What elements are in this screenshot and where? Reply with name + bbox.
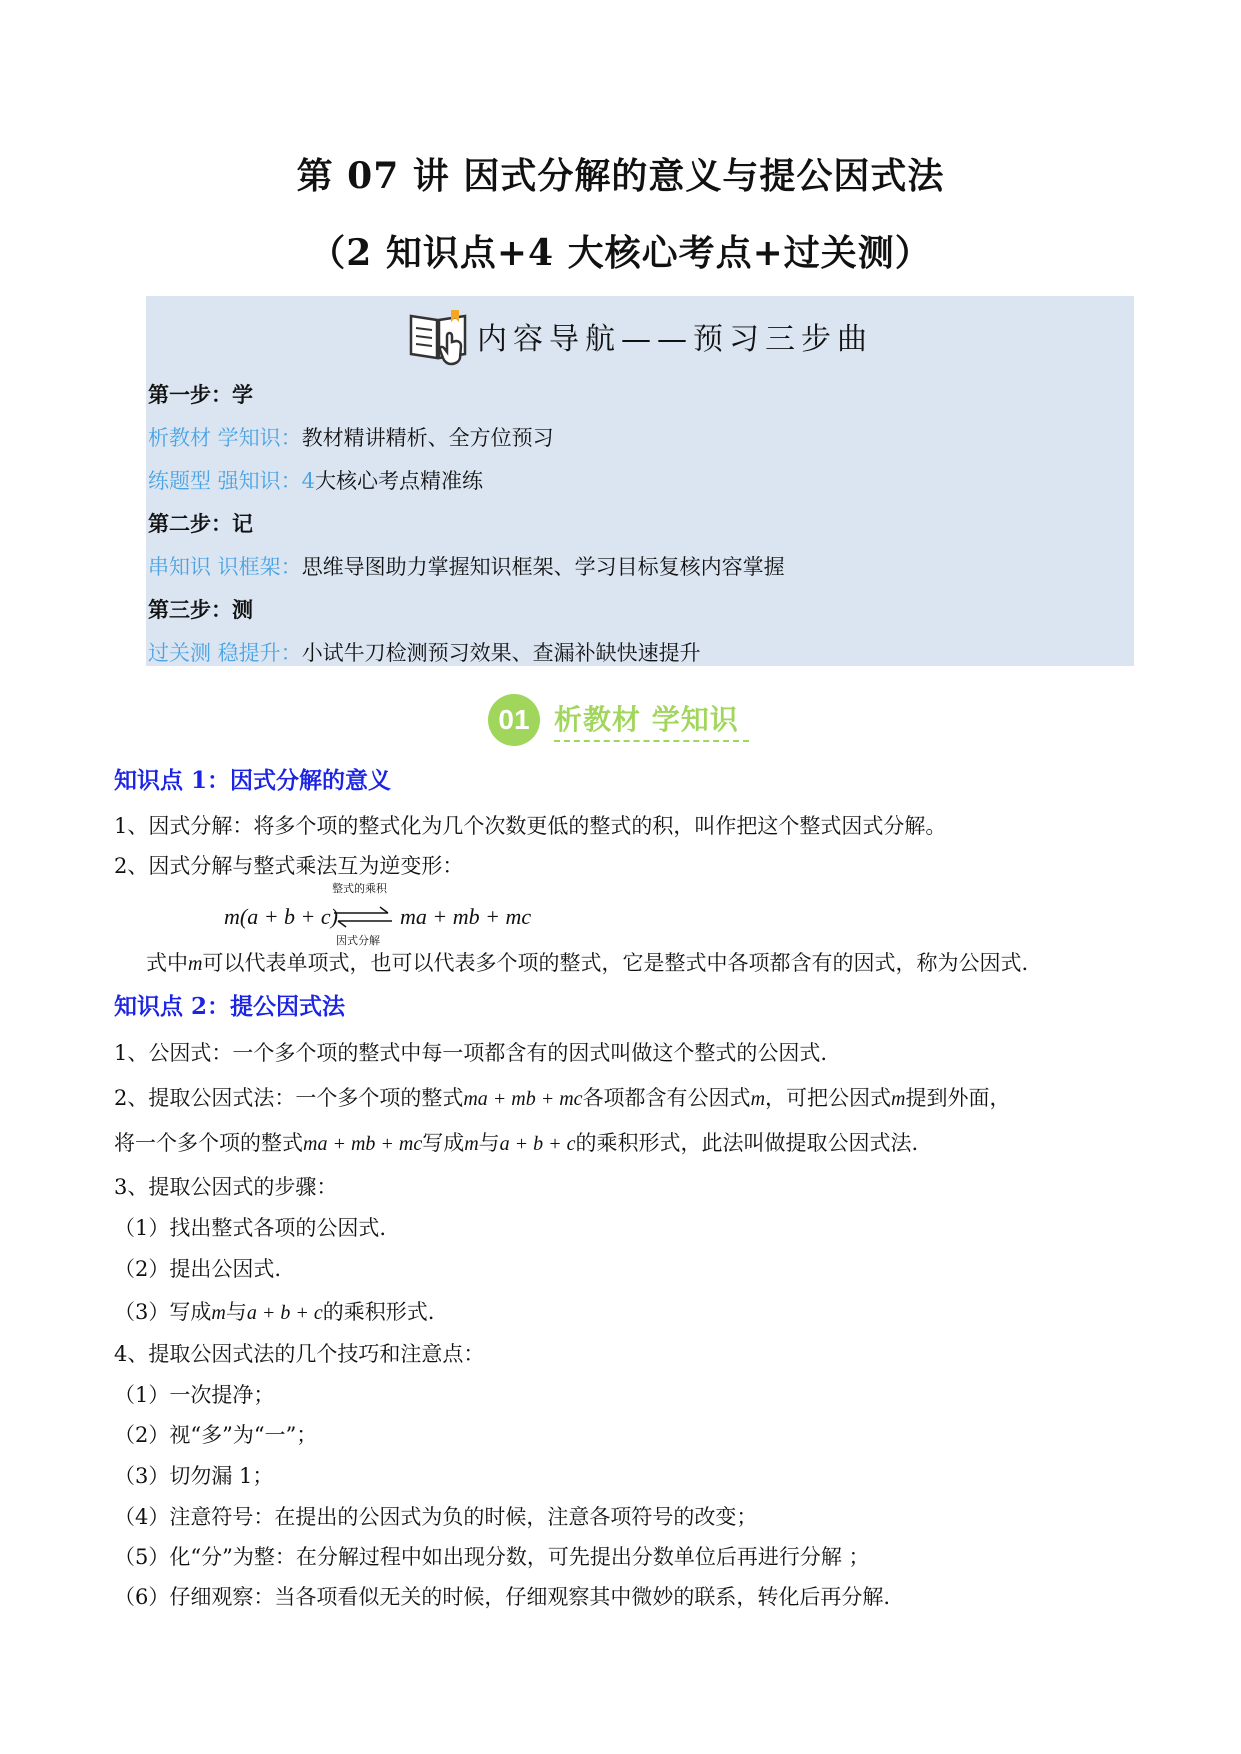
kp2-step-3-math-2: a + b + c <box>246 1302 323 1324</box>
kp1-line-2: 2、因式分解与整式乘法互为逆变形： <box>114 854 464 878</box>
kp2-step-2: （2）提出公因式. <box>114 1257 282 1281</box>
kp2-line-1: 1、公因式：一个多个项的整式中每一项都含有的因式叫做这个整式的公因式. <box>114 1041 828 1065</box>
nav-row-1-key: 析教材 学知识： <box>148 426 302 450</box>
kp2-tip-5: （5）化“分”为整：在分解过程中如出现分数，可先提出分数单位后再进行分解 ； <box>114 1545 870 1569</box>
kp2-step-3-a: （3）写成 <box>114 1300 212 1324</box>
section-badge-underline <box>554 740 749 742</box>
kp1-note-b: 可以代表单项式，也可以代表多个项的整式，它是整式中各项都含有的因式，称为公因式. <box>202 951 1029 975</box>
kp2-line-2-b: 各项都含有公因式 <box>582 1086 751 1110</box>
reversible-arrows-icon <box>330 902 396 932</box>
nav-row-2 <box>148 466 483 496</box>
nav-header <box>146 306 1134 366</box>
kp2-tips-title: 4、提取公因式法的几个技巧和注意点： <box>114 1342 485 1366</box>
kp2-line-3-math-1: ma + mb + mc <box>303 1133 423 1155</box>
section-badge <box>488 690 758 750</box>
step-three <box>148 595 253 625</box>
kp2-step-3-b: 与 <box>225 1300 247 1324</box>
kp2-line-3-math-3: a + b + c <box>499 1133 576 1155</box>
step-three-label: 第三步：测 <box>148 597 253 622</box>
step-two-label: 第二步：记 <box>148 511 253 536</box>
book-hand-icon <box>407 306 471 366</box>
kp2-step-1: （1）找出整式各项的公因式. <box>114 1216 387 1240</box>
nav-title: 内容导航——预习三步曲 <box>477 322 873 357</box>
kp1-note-a: 式中 <box>146 951 188 975</box>
kp2-tip-3: （3）切勿漏 1； <box>114 1464 274 1488</box>
kp2-line-2-math-3: m <box>891 1088 906 1110</box>
kp1-note <box>146 948 1028 979</box>
kp2-tip-2: （2）视“多”为“一”； <box>114 1423 318 1447</box>
kp1-note-var: m <box>188 953 203 975</box>
kp2-steps-title: 3、提取公因式的步骤： <box>114 1175 338 1199</box>
nav-row-4-key: 过关测 稳提升： <box>148 641 302 665</box>
section-badge-text: 析教材 学知识 <box>554 703 739 736</box>
kp2-line-2-d: 提到外面， <box>905 1086 1011 1110</box>
formula-right: ma + mb + mc <box>400 904 532 929</box>
nav-row-2-desc: 大核心考点精准练 <box>315 469 484 493</box>
step-one-label: 第一步：学 <box>148 382 253 407</box>
nav-row-3-key: 串知识 识框架： <box>148 555 302 579</box>
formula-bottom-label: 因式分解 <box>336 934 380 947</box>
nav-row-3 <box>148 552 785 582</box>
page-subtitle: （2 知识点+4 大核心考点+过关测） <box>309 232 932 274</box>
kp2-step-3-math-1: m <box>211 1302 226 1324</box>
kp2-line-3-d: 的乘积形式，此法叫做提取公因式法. <box>575 1131 919 1155</box>
kp2-line-3-a: 将一个多个项的整式 <box>114 1131 303 1155</box>
formula-top-label: 整式的乘积 <box>332 882 387 895</box>
kp2-line-3 <box>114 1128 918 1159</box>
formula-left: m(a + b + c) <box>224 904 338 929</box>
nav-row-1-desc: 教材精讲精析、全方位预习 <box>301 426 554 450</box>
nav-row-4 <box>148 638 701 668</box>
kp2-heading-text: 知识点 2：提公因式法 <box>114 993 346 1020</box>
kp2-line-2-math-2: m <box>750 1088 766 1110</box>
kp2-line-3-math-2: m <box>464 1133 479 1155</box>
kp2-tip-4: （4）注意符号：在提出的公因式为负的时候，注意各项符号的改变； <box>114 1505 758 1529</box>
kp2-line-3-b: 写成 <box>422 1131 465 1155</box>
nav-row-3-desc: 思维导图助力掌握知识框架、学习目标复核内容掌握 <box>301 555 785 579</box>
nav-row-4-desc: 小试牛刀检测预习效果、查漏补缺快速提升 <box>301 641 701 665</box>
kp2-line-3-c: 与 <box>478 1131 500 1155</box>
kp2-line-2-math-1: ma + mb + mc <box>463 1088 583 1110</box>
kp2-tip-6: （6）仔细观察：当各项看似无关的时候，仔细观察其中微妙的联系，转化后再分解. <box>114 1585 891 1609</box>
kp2-line-2-a: 2、提取公因式法：一个多个项的整式 <box>114 1086 464 1110</box>
kp2-step-3-c: 的乘积形式. <box>322 1300 435 1324</box>
kp1-heading <box>114 766 391 796</box>
step-one <box>148 380 253 410</box>
kp2-heading <box>114 992 345 1022</box>
kp1-line-1: 1、因式分解：将多个项的整式化为几个次数更低的整式的积，叫作把这个整式因式分解。 <box>114 814 947 838</box>
content-navigation-box <box>146 296 1134 666</box>
kp2-line-2-c: ，可把公因式 <box>765 1086 892 1110</box>
section-number: 01 <box>488 694 540 746</box>
nav-row-1 <box>148 423 554 453</box>
nav-row-2-key: 练题型 强知识：4 <box>148 469 316 493</box>
kp2-tip-1: （1）一次提净； <box>114 1383 275 1407</box>
step-two <box>148 509 253 539</box>
kp2-line-2 <box>114 1083 1010 1114</box>
kp1-heading-text: 知识点 1：因式分解的意义 <box>114 767 392 794</box>
page-title: 第 07 讲 因式分解的意义与提公因式法 <box>296 155 945 197</box>
kp2-step-3 <box>114 1297 434 1328</box>
